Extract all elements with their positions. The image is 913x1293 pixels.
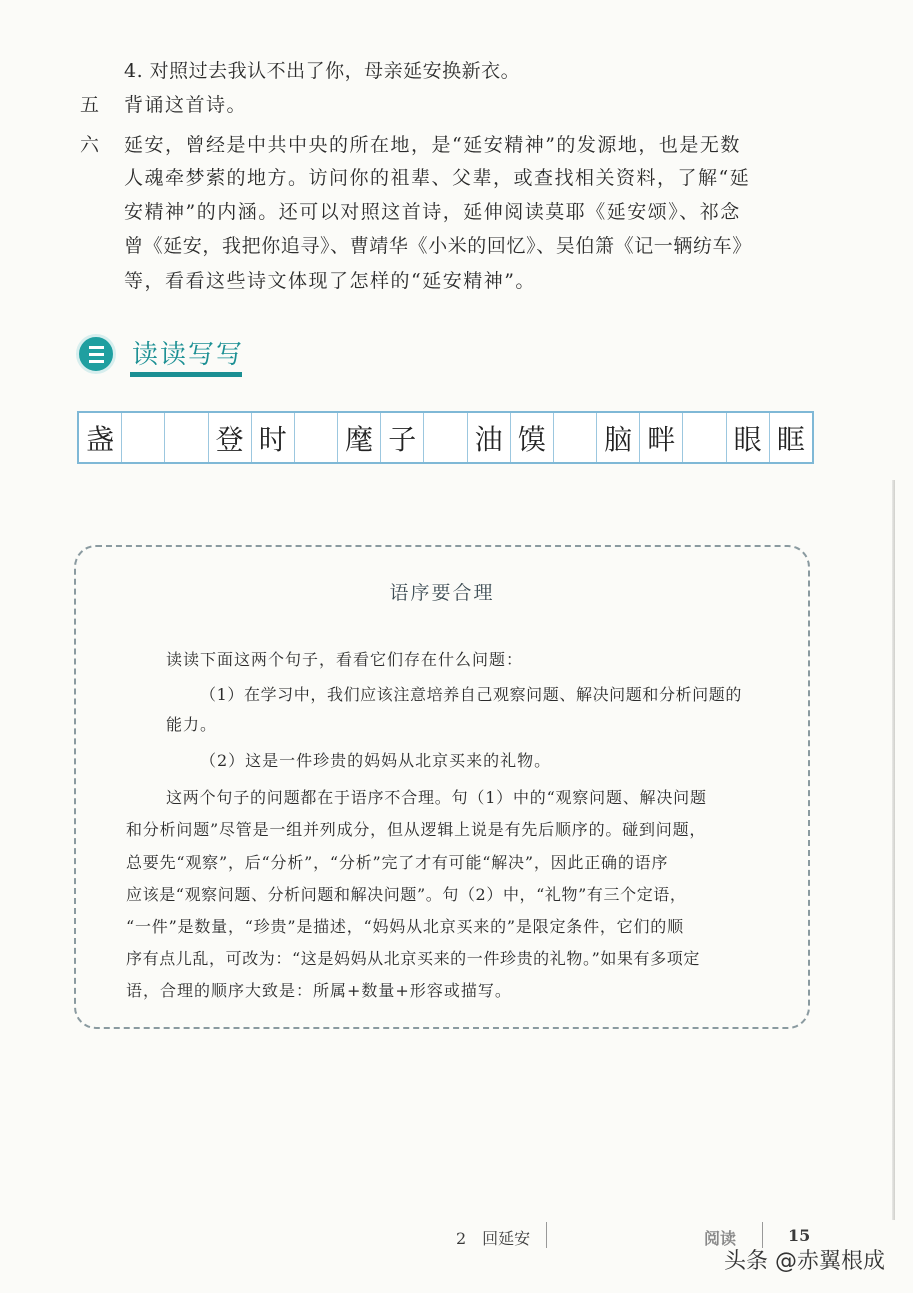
grid-cell: 眶 [776,422,805,456]
vocabulary-grid [77,411,814,464]
page-edge [892,480,895,1220]
grammar-tip-line: （2）这是一件珍贵的妈妈从北京买来的礼物。 [200,751,552,770]
grid-cell: 脑 [597,413,640,462]
grammar-tip-line: “一件”是数量，“珍贵”是描述，“妈妈从北京买来的”是限定条件，它们的顺 [126,917,684,936]
grid-cell [122,413,165,462]
grid-cell: 馍 [511,413,554,462]
exercise-six-line: 延安，曾经是中共中央的所在地，是“延安精神”的发源地，也是无数 [124,134,741,156]
grid-cell [683,413,726,462]
watermark: 头条 @赤翼根成 [724,1249,885,1274]
grammar-tip-line: 和分析问题”尽管是一组并列成分，但从逻辑上说是有先后顺序的。碰到问题， [126,820,707,839]
grid-cell [424,413,467,462]
footer-divider [546,1222,547,1248]
grammar-tip-line: 能力。 [166,715,218,734]
grid-cell [165,413,208,462]
exercise-five-text: 背诵这首诗。 [124,94,248,116]
grammar-tip-title: 语序要合理 [389,582,495,604]
exercise-six-line: 等，看看这些诗文体现了怎样的“延安精神”。 [124,270,536,292]
footer-lesson: 2 回延安 [456,1229,531,1248]
exercise-item-4: 4. 对照过去我认不出了你，母亲延安换新衣。 [124,60,521,82]
grammar-tip-line: 总要先“观察”，后“分析”，“分析”完了才有可能“解决”，因此正确的语序 [126,853,669,872]
exercise-six-label: 六 [80,134,100,156]
section-header [76,330,246,380]
grammar-tip-line: 这两个句子的问题都在于语序不合理。句（1）中的“观察问题、解决问题 [166,788,707,807]
section-title-underline [130,372,242,377]
grid-cell [554,413,597,462]
exercise-six-line: 曾《延安，我把你追寻》、曹靖华《小米的回忆》、吴伯箫《记一辆纺车》 [124,235,752,257]
grid-cell: 子 [381,413,424,462]
grid-cell: 时 [252,413,295,462]
grammar-tip-line: 语，合理的顺序大致是：所属+数量+形容或描写。 [126,981,512,1000]
grammar-tip-line: （1）在学习中，我们应该注意培养自己观察问题、解决问题和分析问题的 [200,685,742,704]
grid-cell [295,413,338,462]
grid-cell: 登 [209,413,252,462]
grid-cell: 麾 [338,413,381,462]
grammar-tip-line: 读读下面这两个句子，看看它们存在什么问题： [166,650,524,669]
grid-cell: 畔 [640,413,683,462]
footer-section: 阅读 [704,1229,737,1248]
exercise-five-label: 五 [80,94,100,116]
grid-cell: 眼 [727,413,770,462]
grid-cell: 油 [468,413,511,462]
grammar-tip-line: 序有点儿乱，可改为：“这是妈妈从北京买来的一件珍贵的礼物。”如果有多项定 [126,949,700,968]
exercise-six-line: 安精神”的内涵。还可以对照这首诗，延伸阅读莫耶《延安颂》、祁念 [124,201,741,223]
page-number: 15 [788,1226,811,1245]
grammar-tip-line: 应该是“观察问题、分析问题和解决问题”。句（2）中，“礼物”有三个定语， [126,885,687,904]
section-number-icon [76,334,116,374]
grid-cell: 盏 [79,413,122,462]
section-title: 读读写写 [132,340,245,370]
exercise-six-line: 人魂牵梦萦的地方。访问你的祖辈、父辈，或查找相关资料，了解“延 [124,167,751,189]
